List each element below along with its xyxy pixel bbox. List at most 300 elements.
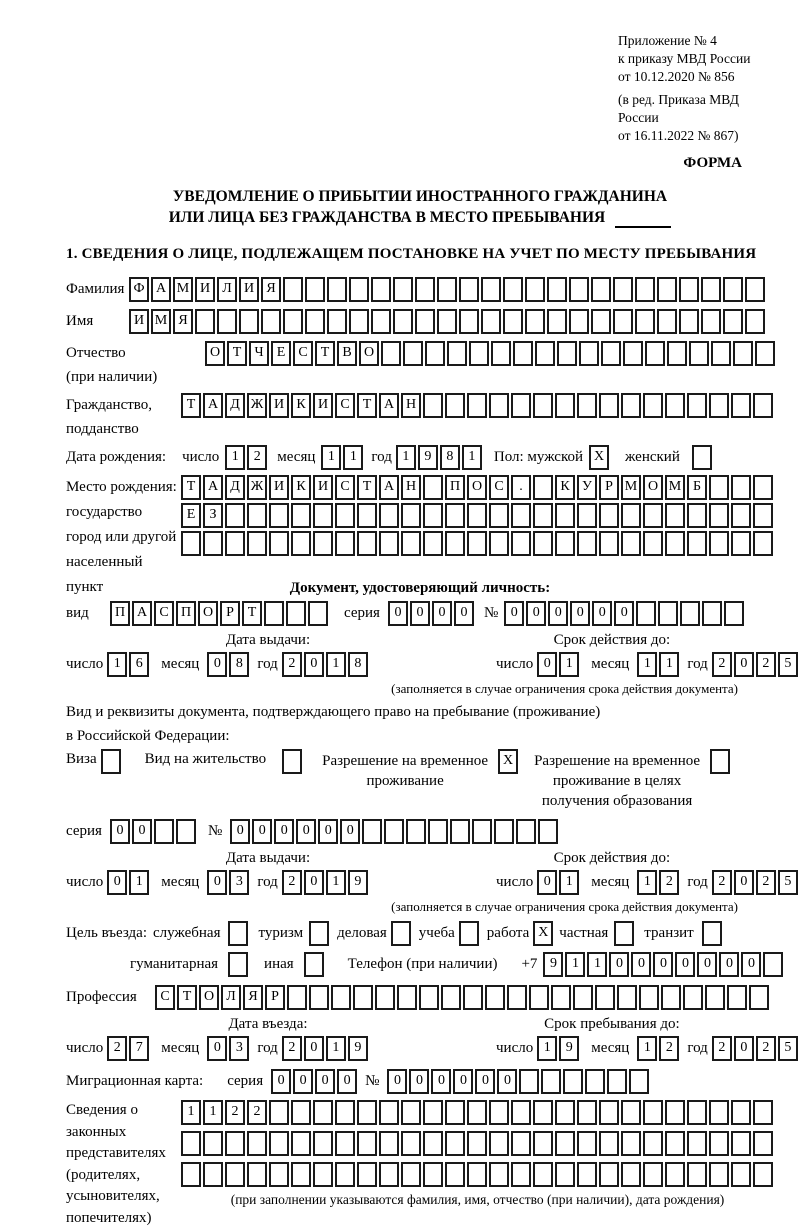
char-cell[interactable] <box>247 1131 267 1156</box>
representatives-row3-field[interactable] <box>181 1162 774 1187</box>
char-cell[interactable]: 9 <box>348 1036 368 1061</box>
char-cell[interactable] <box>577 1162 597 1187</box>
char-cell[interactable] <box>599 393 619 418</box>
char-cell[interactable] <box>635 309 655 334</box>
char-cell[interactable]: 2 <box>282 1036 302 1061</box>
char-cell[interactable] <box>577 393 597 418</box>
char-cell[interactable] <box>269 1162 289 1187</box>
char-cell[interactable] <box>101 749 121 774</box>
char-cell[interactable]: И <box>313 393 333 418</box>
char-cell[interactable] <box>525 277 545 302</box>
char-cell[interactable] <box>585 1069 605 1094</box>
char-cell[interactable] <box>261 309 281 334</box>
char-cell[interactable] <box>357 1100 377 1125</box>
char-cell[interactable] <box>753 503 773 528</box>
char-cell[interactable] <box>577 531 597 556</box>
char-cell[interactable]: С <box>335 475 355 500</box>
char-cell[interactable] <box>489 531 509 556</box>
char-cell[interactable] <box>569 277 589 302</box>
char-cell[interactable]: X <box>589 445 609 470</box>
char-cell[interactable]: П <box>110 601 130 626</box>
char-cell[interactable]: 1 <box>659 652 679 677</box>
char-cell[interactable] <box>731 503 751 528</box>
char-cell[interactable] <box>661 985 681 1010</box>
char-cell[interactable]: 0 <box>432 601 452 626</box>
char-cell[interactable] <box>335 1100 355 1125</box>
char-cell[interactable] <box>665 531 685 556</box>
char-cell[interactable] <box>511 1131 531 1156</box>
char-cell[interactable] <box>450 819 470 844</box>
char-cell[interactable] <box>181 531 201 556</box>
char-cell[interactable] <box>551 985 571 1010</box>
char-cell[interactable] <box>753 393 773 418</box>
char-cell[interactable] <box>701 277 721 302</box>
char-cell[interactable] <box>599 1131 619 1156</box>
char-cell[interactable] <box>305 277 325 302</box>
char-cell[interactable]: О <box>205 341 225 366</box>
char-cell[interactable]: А <box>379 475 399 500</box>
char-cell[interactable] <box>533 475 553 500</box>
char-cell[interactable] <box>753 531 773 556</box>
char-cell[interactable]: Н <box>401 475 421 500</box>
char-cell[interactable] <box>723 277 743 302</box>
char-cell[interactable]: М <box>665 475 685 500</box>
char-cell[interactable] <box>665 1131 685 1156</box>
char-cell[interactable]: 6 <box>129 652 149 677</box>
char-cell[interactable] <box>555 1131 575 1156</box>
temp-residence-checkbox[interactable] <box>498 749 518 774</box>
char-cell[interactable] <box>269 531 289 556</box>
char-cell[interactable] <box>357 1131 377 1156</box>
char-cell[interactable] <box>533 1100 553 1125</box>
char-cell[interactable]: 8 <box>229 652 249 677</box>
char-cell[interactable] <box>613 309 633 334</box>
temp-residence-edu-checkbox[interactable] <box>710 749 730 774</box>
char-cell[interactable]: Т <box>181 393 201 418</box>
char-cell[interactable]: П <box>176 601 196 626</box>
char-cell[interactable]: Л <box>217 277 237 302</box>
patronymic-field[interactable] <box>205 341 775 366</box>
char-cell[interactable]: 0 <box>271 1069 291 1094</box>
char-cell[interactable] <box>445 393 465 418</box>
char-cell[interactable] <box>709 503 729 528</box>
char-cell[interactable] <box>441 985 461 1010</box>
citizenship-field[interactable] <box>181 393 773 418</box>
purpose-transit-checkbox[interactable] <box>702 921 722 946</box>
char-cell[interactable] <box>313 1162 333 1187</box>
char-cell[interactable] <box>494 819 514 844</box>
char-cell[interactable]: 2 <box>712 870 732 895</box>
char-cell[interactable] <box>643 1162 663 1187</box>
char-cell[interactable] <box>709 1162 729 1187</box>
char-cell[interactable] <box>247 1162 267 1187</box>
char-cell[interactable] <box>621 531 641 556</box>
char-cell[interactable] <box>577 1131 597 1156</box>
char-cell[interactable] <box>763 952 783 977</box>
char-cell[interactable] <box>176 819 196 844</box>
char-cell[interactable]: Ф <box>129 277 149 302</box>
char-cell[interactable] <box>591 309 611 334</box>
stay-valid-month-field[interactable] <box>637 870 679 895</box>
char-cell[interactable]: 0 <box>537 652 557 677</box>
char-cell[interactable] <box>621 1100 641 1125</box>
char-cell[interactable] <box>533 393 553 418</box>
purpose-work-checkbox[interactable] <box>533 921 553 946</box>
char-cell[interactable] <box>643 531 663 556</box>
stay-valid-year-field[interactable] <box>712 870 798 895</box>
char-cell[interactable]: . <box>511 475 531 500</box>
char-cell[interactable]: 5 <box>778 870 798 895</box>
char-cell[interactable] <box>304 952 324 977</box>
char-cell[interactable]: 0 <box>337 1069 357 1094</box>
char-cell[interactable]: С <box>489 475 509 500</box>
char-cell[interactable]: А <box>203 393 223 418</box>
char-cell[interactable]: О <box>199 985 219 1010</box>
char-cell[interactable] <box>749 985 769 1010</box>
char-cell[interactable]: 0 <box>614 601 634 626</box>
char-cell[interactable]: 1 <box>565 952 585 977</box>
char-cell[interactable] <box>309 921 329 946</box>
char-cell[interactable] <box>437 277 457 302</box>
char-cell[interactable] <box>357 531 377 556</box>
char-cell[interactable] <box>415 277 435 302</box>
birthplace-row2-field[interactable] <box>181 503 773 528</box>
char-cell[interactable]: 1 <box>326 652 346 677</box>
char-cell[interactable]: Ж <box>247 393 267 418</box>
char-cell[interactable] <box>710 749 730 774</box>
char-cell[interactable] <box>485 985 505 1010</box>
char-cell[interactable] <box>481 309 501 334</box>
char-cell[interactable]: 0 <box>207 870 227 895</box>
char-cell[interactable] <box>357 1162 377 1187</box>
char-cell[interactable]: Т <box>177 985 197 1010</box>
char-cell[interactable] <box>349 309 369 334</box>
char-cell[interactable]: 1 <box>225 445 245 470</box>
char-cell[interactable] <box>709 1131 729 1156</box>
char-cell[interactable] <box>643 1100 663 1125</box>
purpose-study-checkbox[interactable] <box>459 921 479 946</box>
char-cell[interactable]: 2 <box>107 1036 127 1061</box>
char-cell[interactable]: Т <box>181 475 201 500</box>
char-cell[interactable] <box>467 1131 487 1156</box>
char-cell[interactable] <box>711 341 731 366</box>
char-cell[interactable]: 0 <box>431 1069 451 1094</box>
char-cell[interactable] <box>503 277 523 302</box>
char-cell[interactable] <box>519 1069 539 1094</box>
name-field[interactable] <box>129 309 765 334</box>
char-cell[interactable]: У <box>577 475 597 500</box>
char-cell[interactable] <box>269 503 289 528</box>
char-cell[interactable] <box>423 393 443 418</box>
char-cell[interactable] <box>459 277 479 302</box>
char-cell[interactable] <box>379 503 399 528</box>
char-cell[interactable] <box>481 277 501 302</box>
char-cell[interactable]: 2 <box>756 652 776 677</box>
char-cell[interactable]: О <box>467 475 487 500</box>
char-cell[interactable]: 0 <box>570 601 590 626</box>
char-cell[interactable]: С <box>293 341 313 366</box>
char-cell[interactable]: Ч <box>249 341 269 366</box>
until-day-field[interactable] <box>537 1036 579 1061</box>
char-cell[interactable] <box>313 1131 333 1156</box>
char-cell[interactable] <box>349 277 369 302</box>
id-valid-month-field[interactable] <box>637 652 679 677</box>
char-cell[interactable] <box>419 985 439 1010</box>
char-cell[interactable] <box>286 601 306 626</box>
char-cell[interactable] <box>599 503 619 528</box>
char-cell[interactable]: 0 <box>631 952 651 977</box>
char-cell[interactable]: 0 <box>304 652 324 677</box>
char-cell[interactable]: 0 <box>504 601 524 626</box>
doc-kind-field[interactable] <box>110 601 328 626</box>
char-cell[interactable]: X <box>498 749 518 774</box>
representatives-row1-field[interactable] <box>181 1100 774 1125</box>
char-cell[interactable] <box>538 819 558 844</box>
char-cell[interactable]: 0 <box>609 952 629 977</box>
char-cell[interactable] <box>753 475 773 500</box>
char-cell[interactable] <box>467 503 487 528</box>
surname-field[interactable] <box>129 277 765 302</box>
char-cell[interactable] <box>225 1131 245 1156</box>
char-cell[interactable]: 1 <box>321 445 341 470</box>
char-cell[interactable]: 0 <box>453 1069 473 1094</box>
char-cell[interactable] <box>228 952 248 977</box>
char-cell[interactable] <box>731 531 751 556</box>
char-cell[interactable]: 2 <box>282 652 302 677</box>
char-cell[interactable]: 0 <box>304 1036 324 1061</box>
char-cell[interactable] <box>709 1100 729 1125</box>
char-cell[interactable] <box>563 1069 583 1094</box>
char-cell[interactable] <box>335 531 355 556</box>
mk-number-field[interactable] <box>387 1069 649 1094</box>
char-cell[interactable]: 0 <box>296 819 316 844</box>
char-cell[interactable]: 0 <box>475 1069 495 1094</box>
char-cell[interactable]: 1 <box>396 445 416 470</box>
birthplace-row1-field[interactable] <box>181 475 773 500</box>
char-cell[interactable]: 1 <box>203 1100 223 1125</box>
char-cell[interactable] <box>525 309 545 334</box>
char-cell[interactable] <box>181 1131 201 1156</box>
stay-issue-day-field[interactable] <box>107 870 149 895</box>
char-cell[interactable] <box>384 819 404 844</box>
char-cell[interactable]: 0 <box>697 952 717 977</box>
char-cell[interactable] <box>291 503 311 528</box>
char-cell[interactable]: 1 <box>343 445 363 470</box>
char-cell[interactable] <box>692 445 712 470</box>
char-cell[interactable] <box>645 341 665 366</box>
char-cell[interactable] <box>353 985 373 1010</box>
char-cell[interactable] <box>555 503 575 528</box>
purpose-other-checkbox[interactable] <box>304 952 324 977</box>
char-cell[interactable]: К <box>555 475 575 500</box>
id-issue-day-field[interactable] <box>107 652 149 677</box>
char-cell[interactable] <box>657 309 677 334</box>
char-cell[interactable]: С <box>155 985 175 1010</box>
char-cell[interactable]: 5 <box>778 1036 798 1061</box>
char-cell[interactable] <box>331 985 351 1010</box>
char-cell[interactable]: С <box>335 393 355 418</box>
mk-series-field[interactable] <box>271 1069 357 1094</box>
char-cell[interactable] <box>731 1131 751 1156</box>
char-cell[interactable]: О <box>643 475 663 500</box>
char-cell[interactable]: М <box>173 277 193 302</box>
char-cell[interactable]: А <box>132 601 152 626</box>
char-cell[interactable] <box>362 819 382 844</box>
char-cell[interactable] <box>327 309 347 334</box>
char-cell[interactable] <box>709 393 729 418</box>
entry-day-field[interactable] <box>107 1036 149 1061</box>
char-cell[interactable] <box>489 503 509 528</box>
char-cell[interactable] <box>489 393 509 418</box>
char-cell[interactable]: 0 <box>454 601 474 626</box>
char-cell[interactable] <box>679 309 699 334</box>
char-cell[interactable] <box>657 277 677 302</box>
char-cell[interactable]: 0 <box>719 952 739 977</box>
char-cell[interactable] <box>225 503 245 528</box>
char-cell[interactable] <box>269 1100 289 1125</box>
visa-checkbox[interactable] <box>101 749 121 774</box>
char-cell[interactable] <box>599 531 619 556</box>
char-cell[interactable] <box>643 1131 663 1156</box>
char-cell[interactable] <box>636 601 656 626</box>
char-cell[interactable] <box>541 1069 561 1094</box>
char-cell[interactable] <box>667 341 687 366</box>
id-valid-day-field[interactable] <box>537 652 579 677</box>
char-cell[interactable] <box>283 309 303 334</box>
char-cell[interactable]: 0 <box>537 870 557 895</box>
char-cell[interactable] <box>665 1100 685 1125</box>
char-cell[interactable]: В <box>337 341 357 366</box>
char-cell[interactable]: И <box>269 393 289 418</box>
residence-permit-checkbox[interactable] <box>282 749 302 774</box>
char-cell[interactable]: 0 <box>304 870 324 895</box>
char-cell[interactable] <box>203 1131 223 1156</box>
char-cell[interactable]: Е <box>181 503 201 528</box>
char-cell[interactable]: 0 <box>318 819 338 844</box>
char-cell[interactable]: 1 <box>559 870 579 895</box>
until-year-field[interactable] <box>712 1036 798 1061</box>
char-cell[interactable] <box>428 819 448 844</box>
char-cell[interactable] <box>511 1162 531 1187</box>
char-cell[interactable] <box>283 277 303 302</box>
char-cell[interactable] <box>753 1162 773 1187</box>
char-cell[interactable]: К <box>291 393 311 418</box>
char-cell[interactable] <box>469 341 489 366</box>
char-cell[interactable] <box>397 985 417 1010</box>
char-cell[interactable]: Я <box>261 277 281 302</box>
char-cell[interactable]: 1 <box>559 652 579 677</box>
char-cell[interactable]: 9 <box>418 445 438 470</box>
char-cell[interactable]: 1 <box>181 1100 201 1125</box>
char-cell[interactable] <box>731 475 751 500</box>
char-cell[interactable]: 0 <box>340 819 360 844</box>
char-cell[interactable] <box>467 1162 487 1187</box>
char-cell[interactable]: 2 <box>756 870 776 895</box>
char-cell[interactable] <box>313 531 333 556</box>
char-cell[interactable]: О <box>359 341 379 366</box>
purpose-tourism-checkbox[interactable] <box>309 921 329 946</box>
char-cell[interactable]: Л <box>221 985 241 1010</box>
char-cell[interactable]: И <box>313 475 333 500</box>
char-cell[interactable] <box>621 503 641 528</box>
char-cell[interactable] <box>228 921 248 946</box>
char-cell[interactable] <box>308 601 328 626</box>
char-cell[interactable] <box>635 277 655 302</box>
char-cell[interactable]: Т <box>357 393 377 418</box>
char-cell[interactable]: 0 <box>207 652 227 677</box>
char-cell[interactable] <box>327 277 347 302</box>
char-cell[interactable]: 0 <box>675 952 695 977</box>
id-number-field[interactable] <box>504 601 744 626</box>
char-cell[interactable] <box>357 503 377 528</box>
char-cell[interactable] <box>569 309 589 334</box>
char-cell[interactable] <box>291 1131 311 1156</box>
char-cell[interactable] <box>375 985 395 1010</box>
char-cell[interactable] <box>415 309 435 334</box>
char-cell[interactable] <box>445 1131 465 1156</box>
char-cell[interactable] <box>269 1131 289 1156</box>
char-cell[interactable] <box>291 1162 311 1187</box>
char-cell[interactable]: А <box>203 475 223 500</box>
char-cell[interactable] <box>607 1069 627 1094</box>
representatives-row2-field[interactable] <box>181 1131 774 1156</box>
char-cell[interactable]: 0 <box>741 952 761 977</box>
char-cell[interactable] <box>555 1100 575 1125</box>
char-cell[interactable] <box>733 341 753 366</box>
char-cell[interactable] <box>217 309 237 334</box>
char-cell[interactable] <box>423 1162 443 1187</box>
char-cell[interactable] <box>445 503 465 528</box>
char-cell[interactable]: 1 <box>637 870 657 895</box>
char-cell[interactable] <box>491 341 511 366</box>
char-cell[interactable] <box>401 503 421 528</box>
char-cell[interactable] <box>643 393 663 418</box>
char-cell[interactable]: 0 <box>293 1069 313 1094</box>
char-cell[interactable] <box>507 985 527 1010</box>
char-cell[interactable]: 0 <box>734 652 754 677</box>
char-cell[interactable] <box>665 503 685 528</box>
char-cell[interactable]: 5 <box>778 652 798 677</box>
char-cell[interactable]: Р <box>220 601 240 626</box>
char-cell[interactable]: 1 <box>129 870 149 895</box>
char-cell[interactable]: 9 <box>543 952 563 977</box>
char-cell[interactable] <box>533 1131 553 1156</box>
char-cell[interactable]: Т <box>315 341 335 366</box>
char-cell[interactable] <box>577 503 597 528</box>
char-cell[interactable]: 7 <box>129 1036 149 1061</box>
purpose-business-checkbox[interactable] <box>391 921 411 946</box>
char-cell[interactable] <box>379 531 399 556</box>
char-cell[interactable] <box>489 1162 509 1187</box>
char-cell[interactable]: 3 <box>229 1036 249 1061</box>
char-cell[interactable] <box>555 393 575 418</box>
char-cell[interactable]: 0 <box>230 819 250 844</box>
char-cell[interactable]: Я <box>243 985 263 1010</box>
char-cell[interactable] <box>557 341 577 366</box>
char-cell[interactable]: 1 <box>107 652 127 677</box>
char-cell[interactable] <box>371 309 391 334</box>
char-cell[interactable]: М <box>151 309 171 334</box>
char-cell[interactable] <box>379 1100 399 1125</box>
char-cell[interactable] <box>555 531 575 556</box>
char-cell[interactable] <box>591 277 611 302</box>
char-cell[interactable] <box>313 503 333 528</box>
char-cell[interactable]: 0 <box>592 601 612 626</box>
id-series-field[interactable] <box>388 601 474 626</box>
char-cell[interactable] <box>391 921 411 946</box>
char-cell[interactable] <box>577 1100 597 1125</box>
char-cell[interactable] <box>533 503 553 528</box>
